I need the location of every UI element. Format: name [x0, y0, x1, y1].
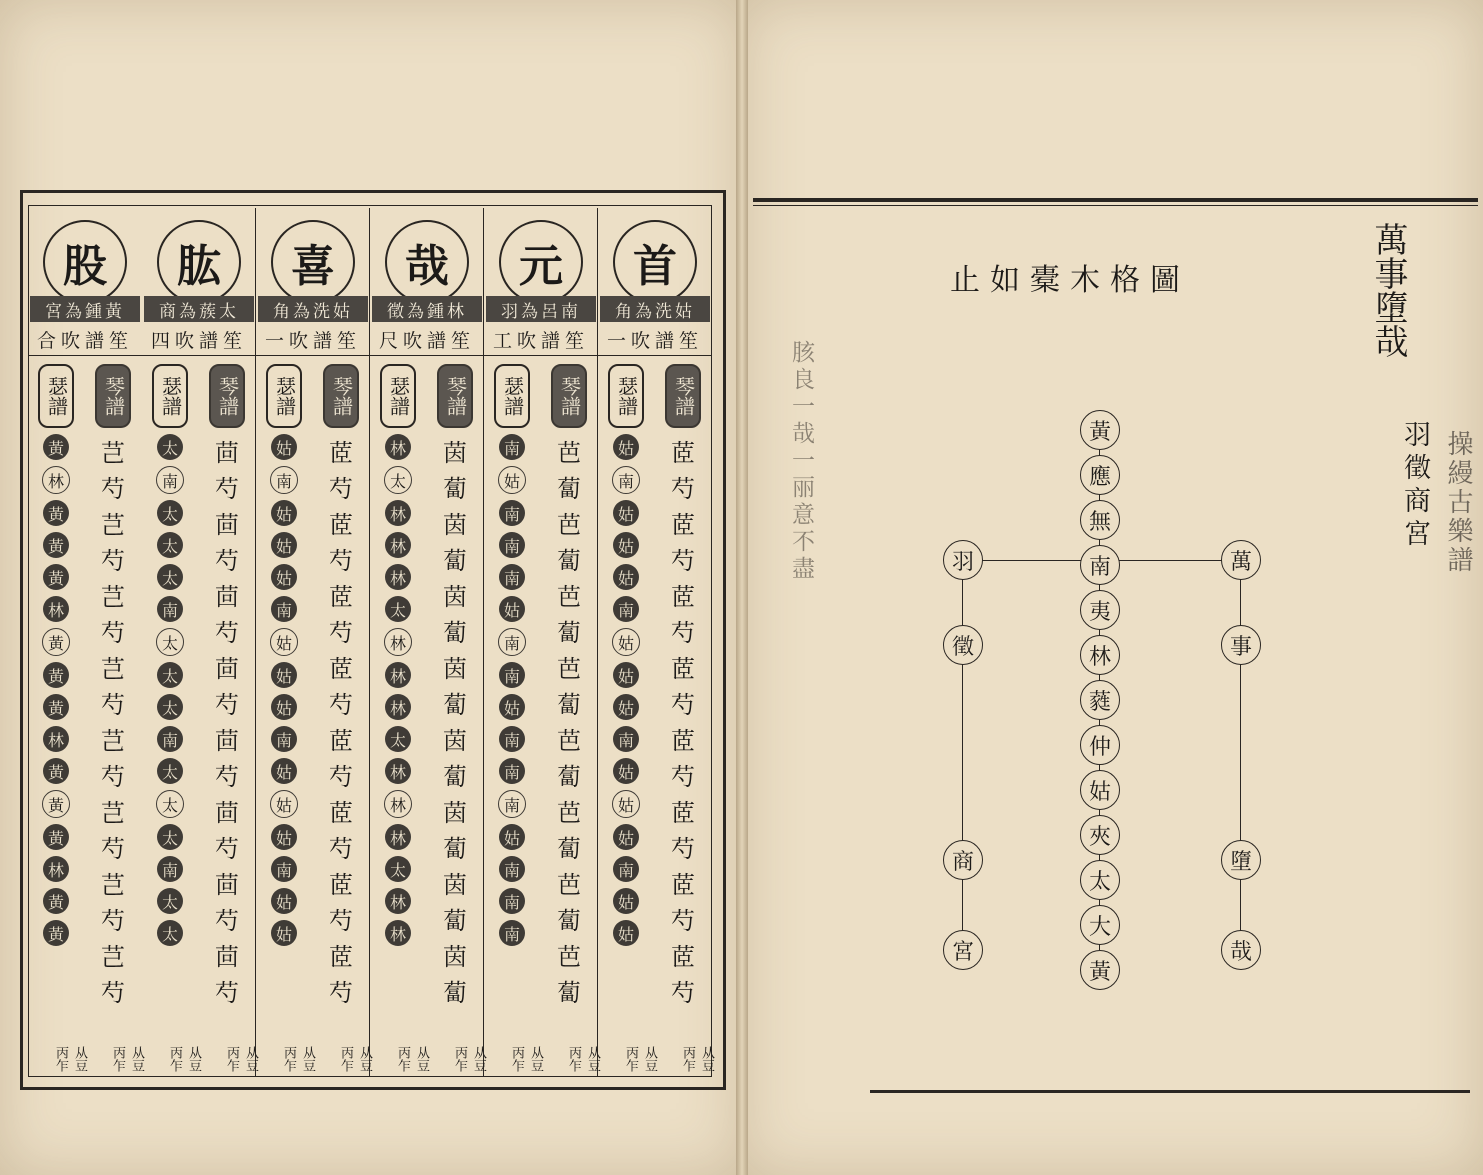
lyric-character: 股	[43, 220, 127, 304]
mode-label: 商為蔟太	[144, 296, 254, 322]
qin-tablature: 茝	[671, 582, 695, 611]
qin-tablature: 芑	[101, 510, 125, 539]
qin-tablature: 茴	[215, 798, 239, 827]
se-note: 南	[499, 856, 525, 882]
pitch-node: 應	[1080, 455, 1120, 495]
se-note: 黃	[42, 790, 70, 818]
qin-tablature: 芑	[101, 798, 125, 827]
qin-tablature: 芍	[101, 618, 125, 647]
se-note: 太	[385, 856, 411, 882]
se-note: 太	[157, 532, 183, 558]
qin-tablature: 蔔	[443, 474, 467, 503]
se-column	[598, 364, 654, 1044]
se-note: 姑	[271, 532, 297, 558]
qin-tablature: 芍	[215, 762, 239, 791]
se-note: 姑	[612, 790, 640, 818]
se-column	[256, 364, 312, 1044]
se-label: 瑟譜	[380, 364, 416, 428]
mode-label: 羽為呂南	[486, 296, 596, 322]
se-label: 瑟譜	[608, 364, 644, 428]
qin-tablature: 蔔	[557, 762, 581, 791]
qin-tablature: 芍	[101, 690, 125, 719]
se-note: 南	[271, 596, 297, 622]
qin-tablature: 茝	[329, 654, 353, 683]
se-note: 南	[271, 856, 297, 882]
se-note: 太	[157, 888, 183, 914]
se-note: 林	[385, 888, 411, 914]
se-note: 黃	[43, 434, 69, 460]
grid-column-2	[484, 208, 598, 1076]
se-note: 姑	[271, 662, 297, 688]
qin-tablature: 茴	[215, 942, 239, 971]
qin-tablature: 茝	[671, 798, 695, 827]
se-note: 姑	[613, 888, 639, 914]
se-note: 太	[157, 758, 183, 784]
qin-tablature: 蔔	[557, 474, 581, 503]
se-note: 林	[385, 694, 411, 720]
se-note: 林	[43, 856, 69, 882]
qin-label: 琴譜	[551, 364, 587, 428]
se-note: 林	[385, 758, 411, 784]
se-note: 林	[385, 532, 411, 558]
column-footer: 从豆丙乍	[566, 1046, 600, 1072]
qin-tablature: 芍	[215, 690, 239, 719]
se-note: 南	[157, 726, 183, 752]
right-node-2: 事	[1221, 625, 1261, 665]
qin-tablature: 茵	[443, 870, 467, 899]
se-label: 瑟譜	[38, 364, 74, 428]
pitch-node: 夷	[1080, 590, 1120, 630]
lyric-character: 肱	[157, 220, 241, 304]
qin-tablature: 茝	[671, 510, 695, 539]
qin-tablature: 芭	[557, 654, 581, 683]
qin-tablature: 茝	[671, 726, 695, 755]
se-note: 南	[499, 500, 525, 526]
se-note: 南	[499, 758, 525, 784]
se-column	[370, 364, 426, 1044]
mode-label: 角為洗姑	[600, 296, 710, 322]
qin-tablature: 茝	[329, 726, 353, 755]
qin-tablature: 蔔	[443, 906, 467, 935]
grid-column-5	[142, 208, 256, 1076]
qin-tablature: 茵	[443, 726, 467, 755]
qin-tablature: 芍	[329, 474, 353, 503]
se-note: 黃	[43, 532, 69, 558]
se-note: 姑	[613, 500, 639, 526]
pitch-node: 夾	[1080, 815, 1120, 855]
qin-tablature: 芭	[557, 798, 581, 827]
qin-tablature: 芑	[101, 582, 125, 611]
se-note: 姑	[271, 434, 297, 460]
qin-tablature: 茝	[329, 798, 353, 827]
flute-label: 一吹譜笙	[598, 324, 712, 356]
qin-tablature: 茝	[671, 942, 695, 971]
se-note: 太	[157, 434, 183, 460]
mode-label: 角為洗姑	[258, 296, 368, 322]
se-note: 南	[271, 726, 297, 752]
qin-tablature: 芍	[329, 546, 353, 575]
column-footer: 从豆丙乍	[623, 1046, 657, 1072]
qin-tablature: 芭	[557, 438, 581, 467]
se-column	[28, 364, 84, 1044]
se-note: 姑	[271, 758, 297, 784]
qin-tablature: 蔔	[443, 546, 467, 575]
se-note: 姑	[613, 662, 639, 688]
se-note: 南	[270, 466, 298, 494]
grid-column-6	[28, 208, 142, 1076]
column-footer: 从豆丙乍	[338, 1046, 372, 1072]
se-note: 姑	[270, 628, 298, 656]
qin-tablature: 芍	[101, 906, 125, 935]
qin-tablature: 芍	[671, 618, 695, 647]
se-note: 姑	[271, 888, 297, 914]
column-footer: 从豆丙乍	[167, 1046, 201, 1072]
se-note: 太	[157, 824, 183, 850]
qin-tablature: 芍	[329, 618, 353, 647]
se-note: 姑	[498, 466, 526, 494]
se-note: 黃	[42, 628, 70, 656]
column-footer: 从豆丙乍	[395, 1046, 429, 1072]
lyric-character: 哉	[385, 220, 469, 304]
se-note: 南	[498, 628, 526, 656]
phrase-notes: 羽徵商宮	[1399, 420, 1430, 552]
se-note: 南	[612, 466, 640, 494]
qin-tablature: 芑	[101, 870, 125, 899]
margin-book-title: 操縵古樂譜	[1443, 430, 1473, 575]
right-top-rule-thin	[753, 205, 1478, 206]
qin-tablature: 茵	[443, 654, 467, 683]
pitch-node: 姑	[1080, 770, 1120, 810]
qin-tablature: 芭	[557, 870, 581, 899]
lyric-character: 元	[499, 220, 583, 304]
qin-tablature: 芍	[329, 690, 353, 719]
se-note: 黃	[43, 564, 69, 590]
qin-column	[313, 364, 369, 1044]
qin-tablature: 芍	[215, 546, 239, 575]
qin-tablature: 茵	[443, 798, 467, 827]
se-column	[142, 364, 198, 1044]
flute-label: 合吹譜笙	[28, 324, 142, 356]
se-note: 姑	[499, 596, 525, 622]
se-note: 太	[385, 726, 411, 752]
se-label: 瑟譜	[494, 364, 530, 428]
pitch-node: 太	[1080, 860, 1120, 900]
qin-label: 琴譜	[95, 364, 131, 428]
qin-tablature: 茵	[443, 438, 467, 467]
qin-tablature: 芑	[101, 726, 125, 755]
flute-label: 一吹譜笙	[256, 324, 370, 356]
qin-tablature: 茴	[215, 726, 239, 755]
se-note: 南	[157, 856, 183, 882]
qin-tablature: 芍	[101, 546, 125, 575]
se-note: 林	[385, 824, 411, 850]
qin-tablature: 芍	[215, 474, 239, 503]
qin-tablature: 芍	[671, 474, 695, 503]
qin-tablature: 蔔	[557, 906, 581, 935]
qin-column	[199, 364, 255, 1044]
qin-tablature: 芭	[557, 582, 581, 611]
qin-tablature: 蔔	[443, 978, 467, 1007]
se-note: 姑	[271, 920, 297, 946]
se-note: 太	[157, 500, 183, 526]
qin-label: 琴譜	[665, 364, 701, 428]
left-node-1: 羽	[943, 540, 983, 580]
se-label: 瑟譜	[152, 364, 188, 428]
se-note: 姑	[270, 790, 298, 818]
qin-tablature: 蔔	[557, 618, 581, 647]
se-note: 姑	[271, 694, 297, 720]
qin-tablature: 芭	[557, 726, 581, 755]
qin-tablature: 茴	[215, 582, 239, 611]
column-footer: 从豆丙乍	[224, 1046, 258, 1072]
book-spine	[736, 0, 748, 1175]
qin-tablature: 蔔	[443, 762, 467, 791]
qin-tablature: 茝	[329, 438, 353, 467]
se-note: 林	[385, 564, 411, 590]
lyric-character: 首	[613, 220, 697, 304]
se-note: 太	[156, 790, 184, 818]
qin-column	[655, 364, 711, 1044]
qin-tablature: 芍	[671, 978, 695, 1007]
se-note: 南	[613, 726, 639, 752]
qin-tablature: 芍	[101, 978, 125, 1007]
column-footer: 从豆丙乍	[509, 1046, 543, 1072]
qin-tablature: 芍	[215, 618, 239, 647]
qin-label: 琴譜	[437, 364, 473, 428]
se-note: 南	[499, 532, 525, 558]
grid-column-3	[370, 208, 484, 1076]
qin-tablature: 茝	[329, 510, 353, 539]
left-node-3: 商	[943, 840, 983, 880]
flute-label: 工吹譜笙	[484, 324, 598, 356]
pitch-node: 無	[1080, 500, 1120, 540]
se-note: 林	[42, 466, 70, 494]
se-note: 南	[499, 920, 525, 946]
se-note: 太	[157, 662, 183, 688]
qin-tablature: 茴	[215, 654, 239, 683]
se-note: 姑	[613, 434, 639, 460]
right-node-3: 墮	[1221, 840, 1261, 880]
se-note: 黃	[43, 662, 69, 688]
se-note: 太	[157, 564, 183, 590]
bleed-through-text: 胲良一哉一丽意不盡	[788, 340, 814, 583]
right-node-4: 哉	[1221, 930, 1261, 970]
se-note: 姑	[612, 628, 640, 656]
qin-tablature: 芍	[101, 474, 125, 503]
pitch-node: 黃	[1080, 410, 1120, 450]
se-note: 南	[499, 726, 525, 752]
se-note: 林	[385, 920, 411, 946]
phrase-title: 萬事墮哉	[1368, 222, 1408, 358]
qin-tablature: 茝	[329, 870, 353, 899]
pitch-node: 南	[1080, 545, 1120, 585]
se-note: 林	[385, 500, 411, 526]
se-note: 姑	[271, 564, 297, 590]
column-footer: 从豆丙乍	[110, 1046, 144, 1072]
grid-column-1	[598, 208, 712, 1076]
qin-tablature: 芍	[329, 834, 353, 863]
column-footer: 从豆丙乍	[452, 1046, 486, 1072]
qin-tablature: 茵	[443, 942, 467, 971]
se-note: 黃	[43, 824, 69, 850]
se-note: 南	[156, 466, 184, 494]
qin-tablature: 茵	[443, 582, 467, 611]
se-note: 南	[499, 434, 525, 460]
qin-label: 琴譜	[323, 364, 359, 428]
se-note: 林	[385, 434, 411, 460]
se-note: 姑	[613, 824, 639, 850]
qin-tablature: 芑	[101, 438, 125, 467]
se-note: 黃	[43, 920, 69, 946]
right-node-1: 萬	[1221, 540, 1261, 580]
qin-tablature: 茝	[671, 870, 695, 899]
qin-tablature: 芍	[671, 906, 695, 935]
se-label: 瑟譜	[266, 364, 302, 428]
qin-tablature: 茝	[329, 942, 353, 971]
se-note: 姑	[613, 564, 639, 590]
qin-tablature: 芍	[329, 762, 353, 791]
qin-tablature: 芍	[215, 906, 239, 935]
qin-tablature: 芍	[671, 762, 695, 791]
qin-tablature: 芍	[671, 546, 695, 575]
qin-tablature: 茝	[671, 654, 695, 683]
qin-tablature: 蔔	[557, 978, 581, 1007]
qin-tablature: 蔔	[443, 618, 467, 647]
grid-column-4	[256, 208, 370, 1076]
se-note: 南	[613, 596, 639, 622]
pitch-node: 林	[1080, 635, 1120, 675]
qin-tablature: 蔔	[557, 834, 581, 863]
qin-tablature: 茴	[215, 870, 239, 899]
se-note: 太	[384, 466, 412, 494]
qin-tablature: 芍	[101, 834, 125, 863]
qin-tablature: 蔔	[557, 546, 581, 575]
qin-tablature: 芍	[215, 978, 239, 1007]
column-footer: 从豆丙乍	[680, 1046, 714, 1072]
qin-column	[427, 364, 483, 1044]
qin-tablature: 茝	[329, 582, 353, 611]
qin-tablature: 芍	[329, 906, 353, 935]
column-footer: 从豆丙乍	[281, 1046, 315, 1072]
lyric-character: 喜	[271, 220, 355, 304]
column-footer: 从豆丙乍	[53, 1046, 87, 1072]
se-note: 黃	[43, 758, 69, 784]
se-note: 姑	[499, 694, 525, 720]
se-note: 太	[385, 596, 411, 622]
se-note: 黃	[43, 500, 69, 526]
qin-tablature: 芍	[671, 690, 695, 719]
pitch-node: 仲	[1080, 725, 1120, 765]
se-note: 南	[499, 888, 525, 914]
se-note: 太	[157, 920, 183, 946]
se-note: 南	[498, 790, 526, 818]
se-note: 姑	[271, 500, 297, 526]
qin-tablature: 蔔	[557, 690, 581, 719]
se-note: 林	[385, 662, 411, 688]
se-note: 林	[384, 628, 412, 656]
right-bottom-rule	[870, 1090, 1470, 1093]
center-node-column	[1077, 410, 1123, 995]
qin-tablature: 茵	[443, 510, 467, 539]
se-note: 姑	[613, 532, 639, 558]
flute-label: 尺吹譜笙	[370, 324, 484, 356]
diagram-title: 止如橐木格圖	[950, 263, 1190, 298]
qin-tablature: 茴	[215, 510, 239, 539]
qin-column	[85, 364, 141, 1044]
se-column	[484, 364, 540, 1044]
qin-tablature: 蔔	[443, 690, 467, 719]
qin-tablature: 芭	[557, 942, 581, 971]
left-node-4: 宮	[943, 930, 983, 970]
se-note: 姑	[271, 824, 297, 850]
se-note: 姑	[613, 758, 639, 784]
se-note: 姑	[499, 824, 525, 850]
se-note: 太	[156, 628, 184, 656]
se-note: 南	[157, 596, 183, 622]
se-note: 林	[43, 726, 69, 752]
se-note: 姑	[613, 920, 639, 946]
pitch-node: 黃	[1080, 950, 1120, 990]
qin-tablature: 芍	[101, 762, 125, 791]
pitch-node: 大	[1080, 905, 1120, 945]
se-note: 南	[499, 662, 525, 688]
se-note: 南	[613, 856, 639, 882]
qin-tablature: 芍	[329, 978, 353, 1007]
se-note: 黃	[43, 694, 69, 720]
flute-label: 四吹譜笙	[142, 324, 256, 356]
se-note: 太	[157, 694, 183, 720]
qin-tablature: 芑	[101, 942, 125, 971]
qin-tablature: 芍	[215, 834, 239, 863]
se-note: 南	[499, 564, 525, 590]
mode-label: 宮為鍾黃	[30, 296, 140, 322]
qin-tablature: 芭	[557, 510, 581, 539]
qin-tablature: 芑	[101, 654, 125, 683]
mode-label: 徵為鍾林	[372, 296, 482, 322]
right-top-rule	[753, 198, 1478, 202]
se-note: 黃	[43, 888, 69, 914]
se-note: 姑	[613, 694, 639, 720]
pitch-node: 蕤	[1080, 680, 1120, 720]
left-node-2: 徵	[943, 625, 983, 665]
qin-label: 琴譜	[209, 364, 245, 428]
qin-tablature: 蔔	[443, 834, 467, 863]
qin-tablature: 茴	[215, 438, 239, 467]
se-note: 林	[384, 790, 412, 818]
se-note: 林	[43, 596, 69, 622]
qin-tablature: 茝	[671, 438, 695, 467]
qin-column	[541, 364, 597, 1044]
qin-tablature: 芍	[671, 834, 695, 863]
